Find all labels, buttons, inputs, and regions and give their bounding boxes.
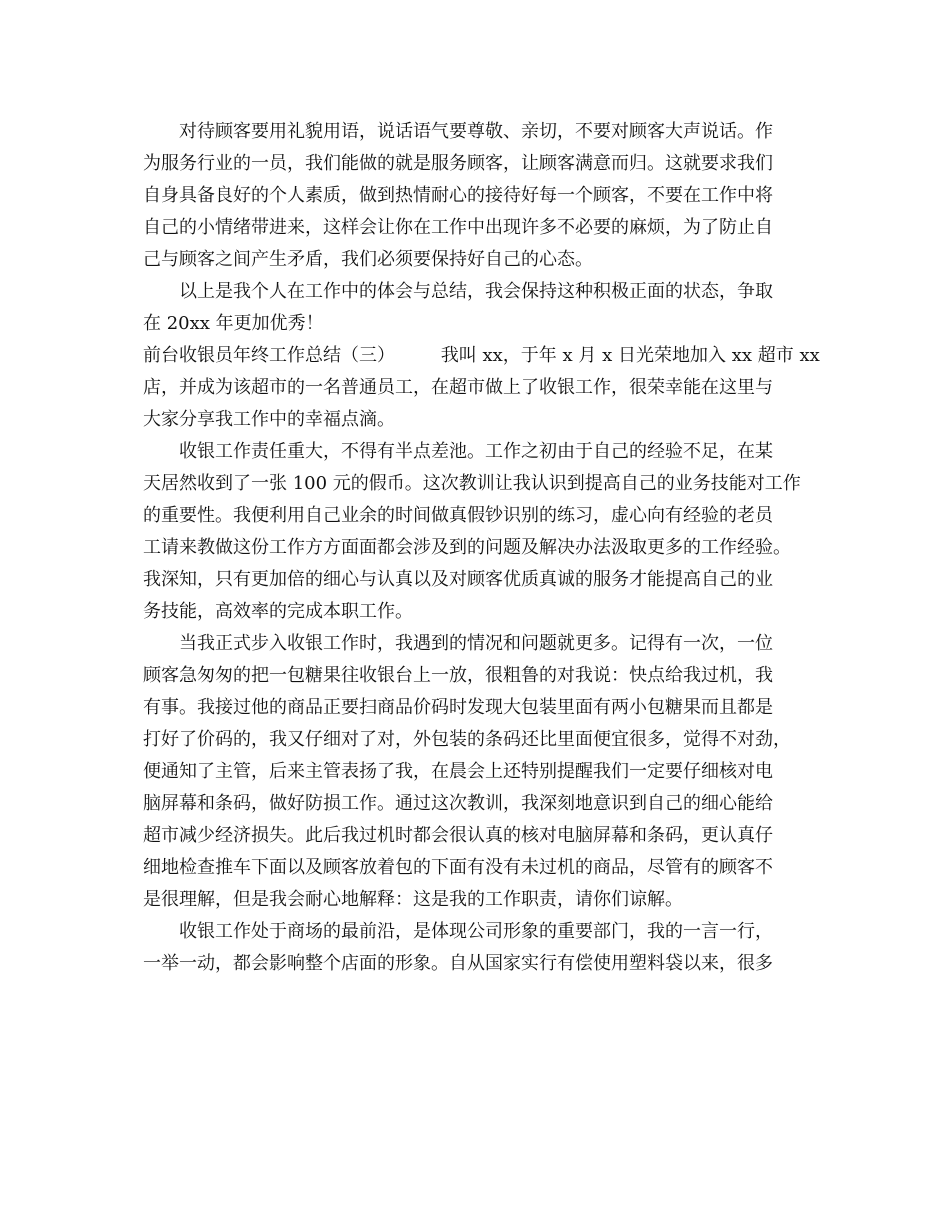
document-body [143,116,820,980]
paragraph-line: 务技能，高效率的完成本职工作。 [143,601,413,622]
paragraph-line: 有事。我接过他的商品正要扫商品价码时发现大包装里面有两小包糖果而且都是 [143,697,773,718]
paragraph-line: 工请来教做这份工作方方面面都会涉及到的问题及解决办法汲取更多的工作经验。 [143,537,791,558]
paragraph-line: 在 20xx 年更加优秀！ [143,313,324,334]
paragraph-line: 我深知，只有更加倍的细心与认真以及对顾客优质真诚的服务才能提高自己的业 [143,569,773,590]
paragraph-line: 打好了价码的，我又仔细对了对，外包装的条码还比里面便宜很多，觉得不对劲， [143,729,791,750]
paragraph-line: 天居然收到了一张 100 元的假币。这次教训让我认识到提高自己的业务技能对工作 [143,473,801,494]
paragraph-line: 的重要性。我便利用自己业余的时间做真假钞识别的练习，虚心向有经验的老员 [143,505,773,526]
paragraph-line: 是很理解，但是我会耐心地解释：这是我的工作职责，请你们谅解。 [143,889,683,910]
paragraph-line: 收银工作责任重大，不得有半点差池。工作之初由于自己的经验不足，在某 [179,441,773,462]
paragraph-line: 便通知了主管，后来主管表扬了我，在晨会上还特别提醒我们一定要仔细核对电 [143,761,773,782]
paragraph-line: 超市减少经济损失。此后我过机时都会很认真的核对电脑屏幕和条码，更认真仔 [143,825,773,846]
paragraph-line: 店，并成为该超市的一名普通员工，在超市做上了收银工作，很荣幸能在这里与 [143,377,773,398]
paragraph-line: 大家分享我工作中的幸福点滴。 [143,409,395,430]
section-heading-line: 前台收银员年终工作总结（三） 我叫 xx，于年 x 月 x 日光荣地加入 xx 超市 xx [143,345,820,366]
paragraph-line: 己与顾客之间产生矛盾，我们必须要保持好自己的心态。 [143,249,593,270]
paragraph-line: 顾客急匆匆的把一包糖果往收银台上一放，很粗鲁的对我说：快点给我过机，我 [143,665,773,686]
paragraph-line: 收银工作处于商场的最前沿，是体现公司形象的重要部门，我的一言一行， [179,921,773,942]
paragraph-line: 以上是我个人在工作中的体会与总结，我会保持这种积极正面的状态，争取 [179,281,773,302]
paragraph-line: 细地检查推车下面以及顾客放着包的下面有没有未过机的商品，尽管有的顾客不 [143,857,773,878]
paragraph-line: 自身具备良好的个人素质，做到热情耐心的接待好每一个顾客，不要在工作中将 [143,185,773,206]
paragraph-line: 脑屏幕和条码，做好防损工作。通过这次教训，我深刻地意识到自己的细心能给 [143,793,773,814]
paragraph-line: 对待顾客要用礼貌用语，说话语气要尊敬、亲切，不要对顾客大声说话。作 [179,121,773,142]
paragraph-line: 一举一动，都会影响整个店面的形象。自从国家实行有偿使用塑料袋以来，很多 [143,953,773,974]
paragraph-line: 自己的小情绪带进来，这样会让你在工作中出现许多不必要的麻烦，为了防止自 [143,217,773,238]
paragraph-line: 当我正式步入收银工作时，我遇到的情况和问题就更多。记得有一次，一位 [179,633,773,654]
paragraph-line: 为服务行业的一员，我们能做的就是服务顾客，让顾客满意而归。这就要求我们 [143,153,773,174]
